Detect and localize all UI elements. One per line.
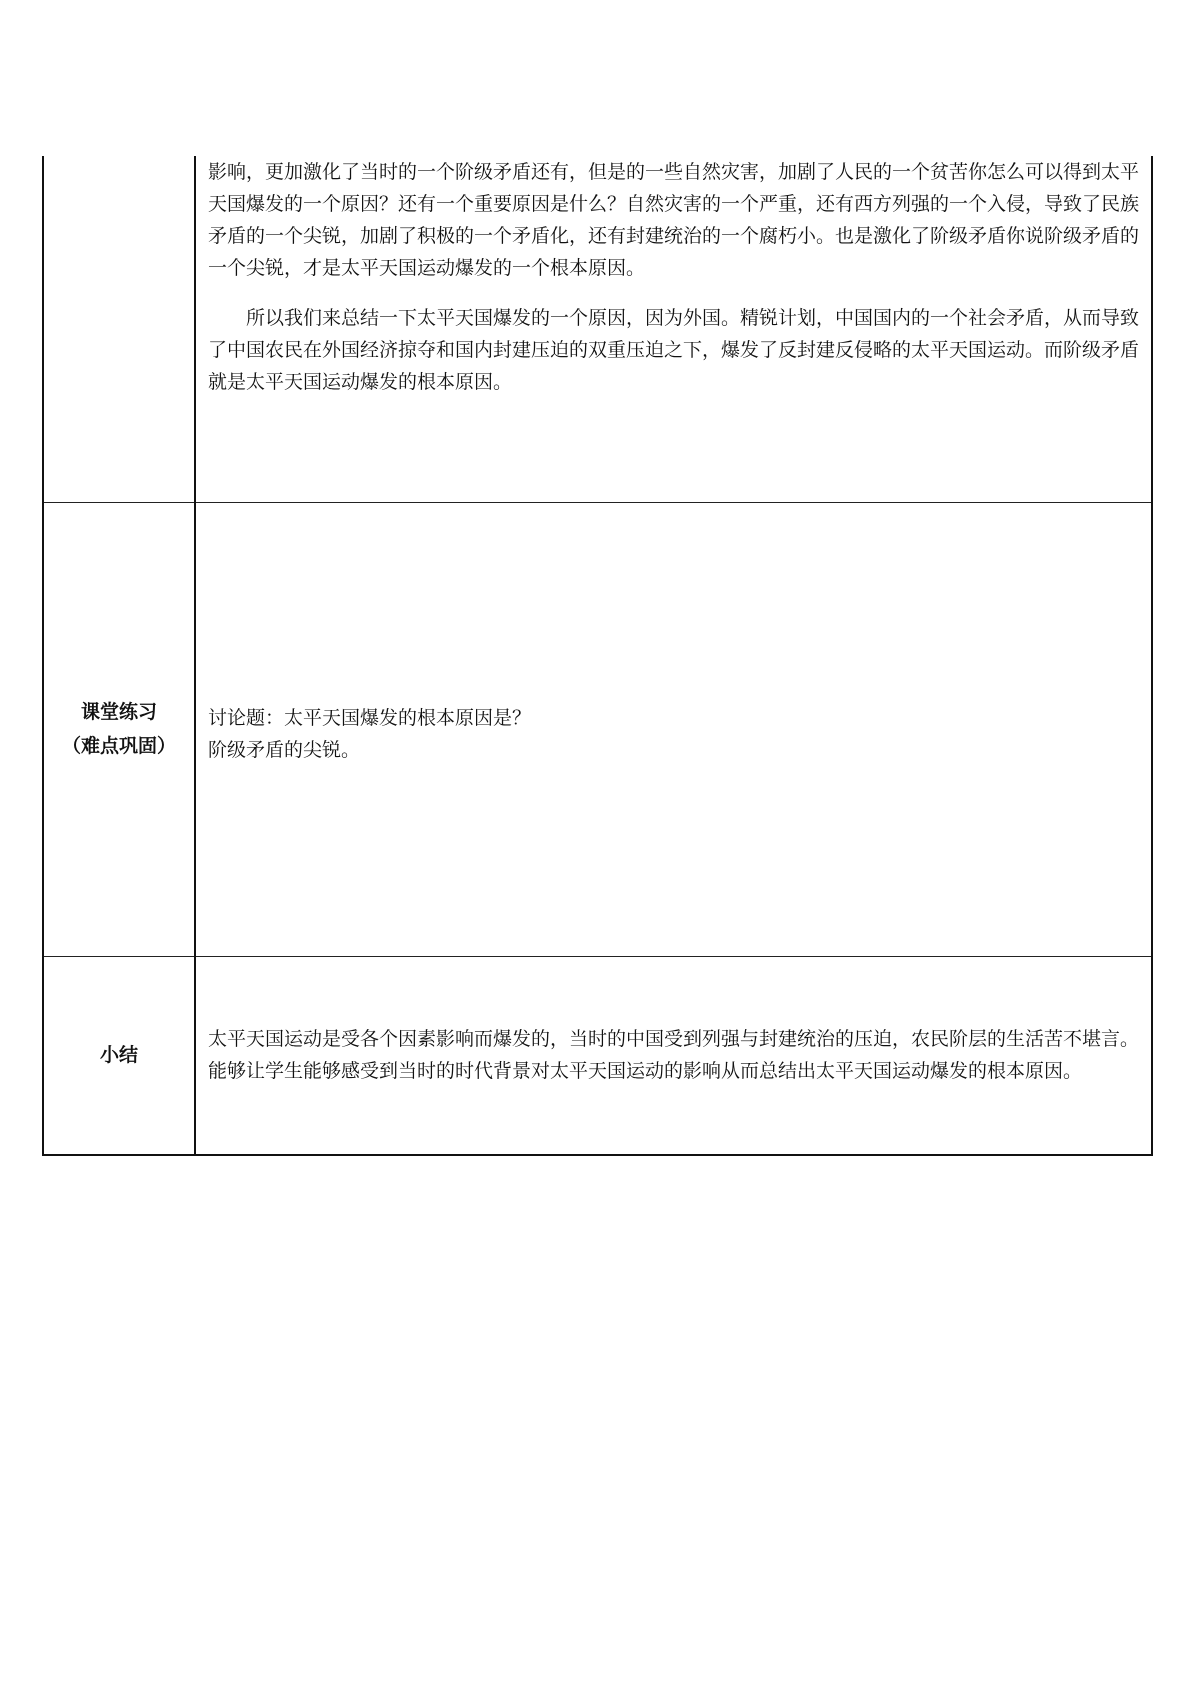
paragraph-2: 所以我们来总结一下太平天国爆发的一个原因，因为外国。精锐计划，中国国内的一个社会矛盾，从而导致了中国农民在外国经济掠夺和国内封建压迫的双重压迫之下，爆发了反封建反侵略的太平天国运动。而阶级矛盾就是太平天国运动爆发的根本原因。 — [208, 307, 1140, 393]
label-practice-line-1: 课堂练习 — [80, 701, 157, 723]
row-content-continuation — [195, 156, 1152, 502]
lesson-plan-table — [42, 156, 1153, 1156]
row-content-practice — [195, 502, 1152, 956]
paragraph-1: 影响，更加激化了当时的一个阶级矛盾还有，但是的一些自然灾害，加剧了人民的一个贫苦你怎么可以得到太平天国爆发的一个原因？还有一个重要原因是什么？自然灾害的一个严重，还有西方列强的一个入侵，导致了民族矛盾的一个尖锐，加剧了积极的一个矛盾化，还有封建统治的一个腐朽小。也是激化了阶级矛盾你说阶级矛盾的一个尖锐，才是太平天国运动爆发的一个根本原因。 — [208, 161, 1140, 279]
table-row-practice — [43, 502, 1152, 956]
row-content-summary — [195, 956, 1152, 1155]
label-summary: 小结 — [99, 1044, 138, 1067]
row-label-summary — [43, 956, 195, 1155]
summary-paragraph: 太平天国运动是受各个因素影响而爆发的，当时的中国受到列强与封建统治的压迫，农民阶层的生活苦不堪言。能够让学生能够感受到当时的时代背景对太平天国运动的影响从而总结出太平天国运动爆发的根本原因。 — [208, 1028, 1140, 1083]
practice-question: 讨论题：太平天国爆发的根本原因是？ — [208, 707, 532, 729]
row-label-empty — [43, 156, 195, 502]
table-row-continuation — [43, 156, 1152, 502]
row-label-practice — [43, 502, 195, 956]
table-row-summary — [43, 956, 1152, 1155]
continuation-text — [196, 156, 1151, 398]
practice-answer: 阶级矛盾的尖锐。 — [208, 739, 361, 761]
summary-text — [196, 1023, 1151, 1087]
practice-text — [196, 692, 1151, 766]
label-practice-line-2: （难点巩固） — [61, 735, 176, 757]
